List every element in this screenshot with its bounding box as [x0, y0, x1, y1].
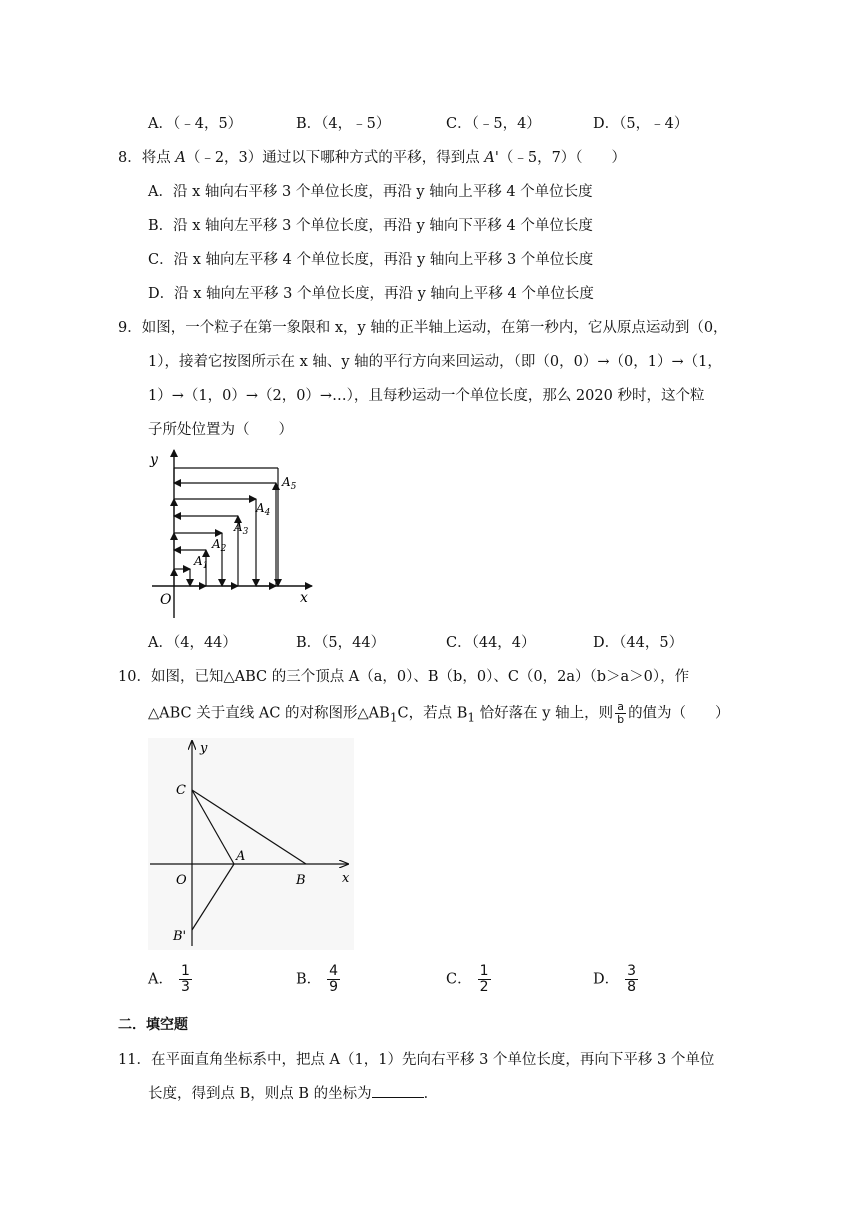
q9-stem-line3: 1）→（1，0）→（2，0）→…），且每秒运动一个单位长度，那么 2020 秒时，这个粒 — [148, 388, 705, 404]
q9-label-a1: $A_1$ — [194, 554, 209, 571]
q8-option-c[interactable]: C．沿 x 轴向左平移 4 个单位长度，再沿 y 轴向上平移 3 个单位长度 — [148, 252, 594, 268]
q8-option-b[interactable]: B．沿 x 轴向左平移 3 个单位长度，再沿 y 轴向下平移 4 个单位长度 — [148, 218, 593, 234]
q10-option-c[interactable]: C． $\frac{1}{2}$ — [446, 963, 489, 995]
q7-option-b[interactable]: B．（4，﹣5） — [296, 116, 391, 132]
q10-option-b-fraction: $\frac{4}{9}$ — [329, 963, 339, 995]
q9-option-d[interactable]: D．（44，5） — [593, 635, 684, 651]
q9-option-c[interactable]: C．（44，4） — [446, 635, 536, 651]
q10-figure — [148, 738, 354, 950]
q9-x-label: x — [300, 590, 308, 606]
q9-label-a5: $A_5$ — [282, 475, 297, 492]
q10-origin-label: O — [176, 873, 187, 888]
q10-option-d-fraction: $\frac{3}{8}$ — [627, 963, 637, 995]
q10-option-b[interactable]: B． $\frac{4}{9}$ — [296, 963, 339, 995]
q10-option-c-fraction: $\frac{1}{2}$ — [479, 963, 489, 995]
q10-point-c: C — [176, 783, 186, 798]
q7-option-d[interactable]: D．（5，﹣4） — [593, 116, 689, 132]
q9-label-a2: $A_2$ — [212, 537, 227, 554]
section-fill-in-title: 二．填空题 — [118, 1017, 188, 1033]
q9-label-a3: $A_3$ — [234, 520, 249, 537]
q11-stem-line1: 11．在平面直角坐标系中，把点 A（1，1）先向右平移 3 个单位长度，再向下平移 3 个单位 — [118, 1052, 715, 1068]
q10-option-a[interactable]: A． $\frac{1}{3}$ — [148, 963, 190, 995]
q9-option-b[interactable]: B．（5，44） — [296, 635, 386, 651]
q10-stem-line2: △ABC 关于直线 AC 的对称图形$\triangle AB_1C$，若点 $B_1$ 恰好落在 y 轴上，则 $\frac{a}{b}$ 的值为（ ） — [148, 700, 730, 726]
q9-origin-label: O — [160, 592, 172, 608]
q11-answer-blank[interactable] — [372, 1083, 424, 1098]
q10-stem-line1: 10．如图，已知△ABC 的三个顶点 A（a，0）、B（b，0）、C（0，2a）（b＞a＞0），作 — [118, 669, 690, 685]
q8-option-a[interactable]: A．沿 x 轴向右平移 3 个单位长度，再沿 y 轴向上平移 4 个单位长度 — [148, 184, 593, 200]
q9-stem-line1: 9．如图，一个粒子在第一象限和 x，y 轴的正半轴上运动，在第一秒内，它从原点运动到（0， — [118, 320, 728, 336]
q10-option-d[interactable]: D． $\frac{3}{8}$ — [593, 963, 637, 995]
q10-point-b: B — [296, 873, 306, 888]
q10-option-a-fraction: $\frac{1}{3}$ — [180, 963, 190, 995]
q7-option-a[interactable]: A．（﹣4，5） — [148, 116, 243, 132]
q7-option-c[interactable]: C．（﹣5，4） — [446, 116, 541, 132]
q10-point-a: A — [236, 849, 246, 864]
q11-stem-line2: 长度，得到点 B，则点 B 的坐标为 ． — [148, 1082, 438, 1103]
q10-x-label: x — [342, 871, 350, 886]
q8-option-d[interactable]: D．沿 x 轴向左平移 3 个单位长度，再沿 y 轴向上平移 4 个单位长度 — [148, 286, 594, 302]
q9-stem-line2: 1），接着它按图所示在 x 轴、y 轴的平行方向来回运动，（即（0，0）→（0，1）→（1， — [148, 354, 722, 370]
q9-label-a4: $A_4$ — [256, 501, 271, 518]
q9-y-label: y — [150, 452, 158, 468]
q9-stem-line4: 子所处位置为（ ） — [148, 422, 293, 438]
q10-y-label: y — [200, 741, 208, 756]
q9-option-a[interactable]: A．（4，44） — [148, 635, 237, 651]
q8-stem: 8．将点 A（﹣2，3）通过以下哪种方式的平移，得到点 A'（﹣5，7）（ ） — [118, 150, 627, 166]
q10-point-b-prime: B' — [173, 929, 187, 944]
q10-fraction-a-over-b: $\frac{a}{b}$ — [617, 700, 625, 726]
q9-figure — [146, 446, 318, 621]
